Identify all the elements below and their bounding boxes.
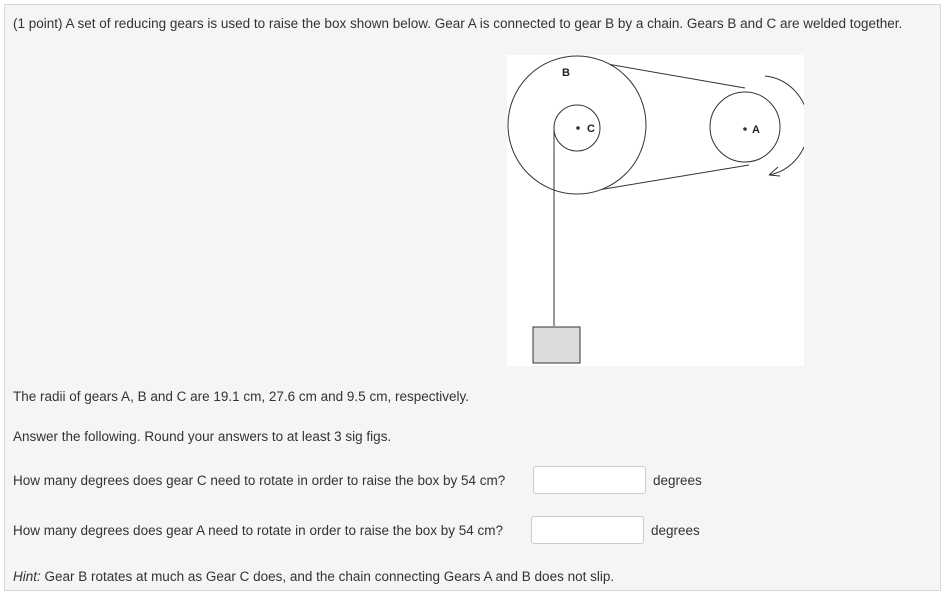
gear-diagram	[507, 55, 804, 366]
question-1-unit: degrees	[653, 473, 702, 488]
instructions-text: Answer the following. Round your answers to at least 3 sig figs.	[13, 429, 392, 444]
gear-a-center-dot	[743, 127, 747, 131]
question-1-answer-input[interactable]	[533, 466, 646, 494]
gear-a-label: A	[752, 124, 760, 136]
gear-c-center-dot	[576, 126, 580, 130]
gear-figure	[507, 55, 804, 366]
gear-c-label: C	[587, 123, 595, 135]
box	[533, 327, 580, 363]
radii-text: The radii of gears A, B and C are 19.1 cm, 27.6 cm and 9.5 cm, respectively.	[13, 389, 469, 404]
hint-text: Gear B rotates at much as Gear C does, and the chain connecting Gears A and B does not slip.	[40, 569, 615, 584]
question-2-unit: degrees	[651, 523, 700, 538]
gear-a-circle	[710, 92, 780, 162]
question-2-answer-input[interactable]	[531, 516, 644, 544]
hint-label: Hint:	[13, 569, 41, 584]
question-1-text: How many degrees does gear C need to rotate in order to raise the box by 54 cm?	[13, 473, 506, 488]
problem-intro: (1 point) A set of reducing gears is used to raise the box shown below. Gear A is connected to gear B by a chain. Gears B and C are welded together.	[13, 16, 903, 31]
problem-panel	[4, 4, 941, 591]
question-2-text: How many degrees does gear A need to rotate in order to raise the box by 54 cm?	[13, 523, 504, 538]
rotation-arrowhead	[769, 167, 780, 176]
gear-b-label: B	[562, 67, 570, 79]
hint	[13, 569, 614, 584]
